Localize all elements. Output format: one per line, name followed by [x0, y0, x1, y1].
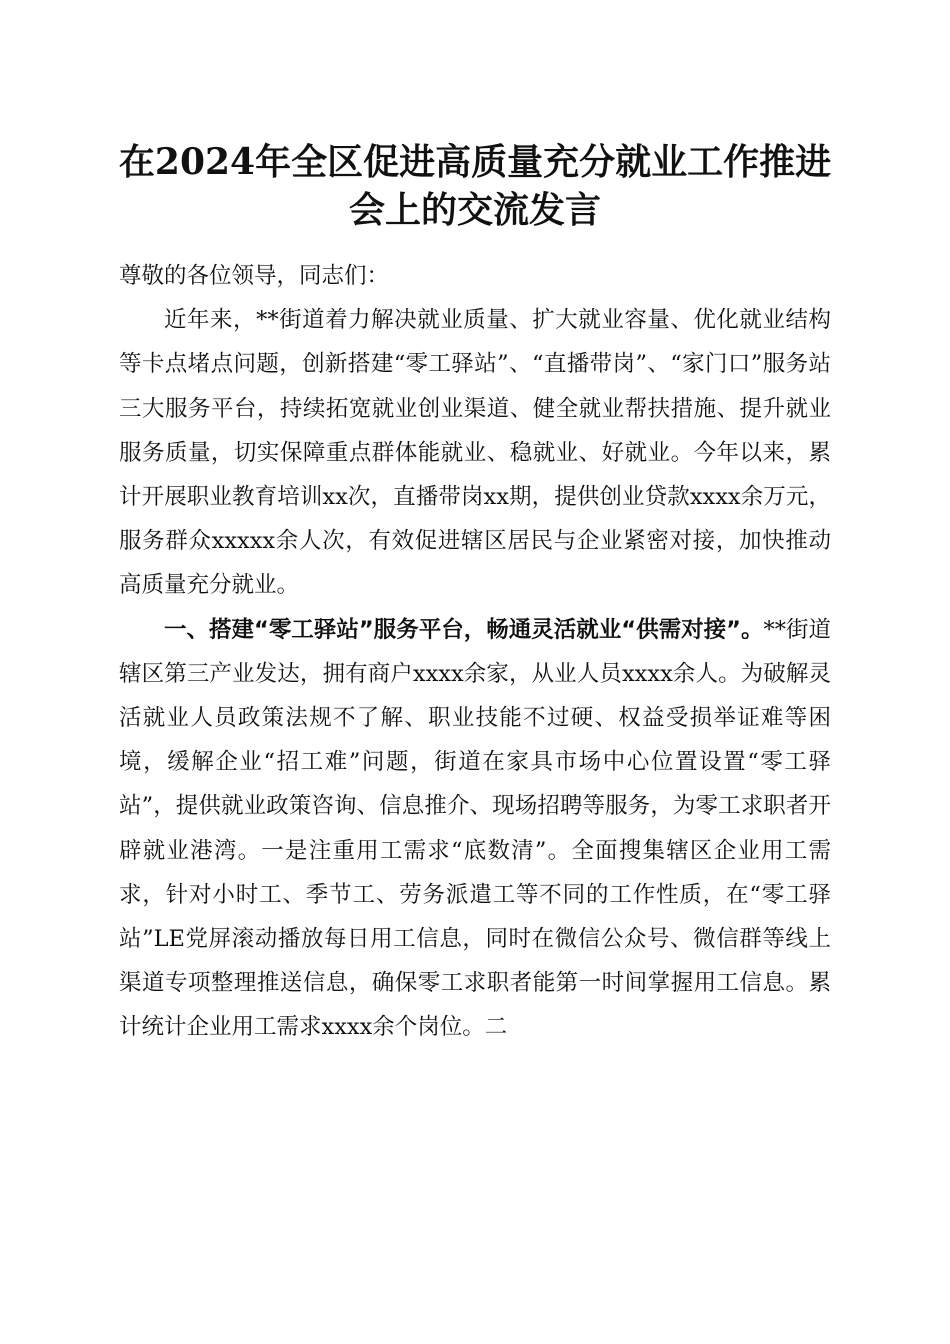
document-body	[119, 254, 831, 1050]
section-1-body: **街道辖区第三产业发达，拥有商户xxxx余家，从业人员xxxx余人。为破解灵活就业人员政策法规不了解、职业技能不过硬、权益受损举证难等困境，缓解企业“招工难”问题，街道在家具市场中心位置设置“零工驿站”，提供就业政策咨询、信息推介、现场招聘等服务，为零工求职者开辟就业港湾。一是注重用工需求“底数清”。全面搜集辖区企业用工需求，针对小时工、季节工、劳务派遣工等不同的工作性质，在“零工驿站”LE党屏滚动播放每日用工信息，同时在微信公众号、微信群等线上渠道专项整理推送信息，确保零工求职者能第一时间掌握用工信息。累计统计企业用工需求xxxx余个岗位。二	[119, 616, 831, 1041]
title-line-1: 在2024年全区促进高质量充分就业工作推进	[118, 141, 832, 183]
section-1-heading: 一、搭建“零工驿站”服务平台，畅通灵活就业“供需对接”。	[164, 616, 764, 643]
paragraph-section-1	[119, 608, 831, 1050]
document-title	[100, 138, 850, 234]
title-line-2: 会上的交流发言	[348, 189, 601, 231]
salutation: 尊敬的各位领导，同志们：	[119, 263, 390, 289]
paragraph-intro: 近年来，**街道着力解决就业质量、扩大就业容量、优化就业结构等卡点堵点问题，创新搭建“零工驿站”、“直播带岗”、“家门口”服务站三大服务平台，持续拓宽就业创业渠道、健全就业帮扶措施、提升就业服务质量，切实保障重点群体能就业、稳就业、好就业。今年以来，累计开展职业教育培训xx次，直播带岗xx期，提供创业贷款xxxx余万元，服务群众xxxxx余人次，有效促进辖区居民与企业紧密对接，加快推动高质量充分就业。	[119, 307, 831, 599]
